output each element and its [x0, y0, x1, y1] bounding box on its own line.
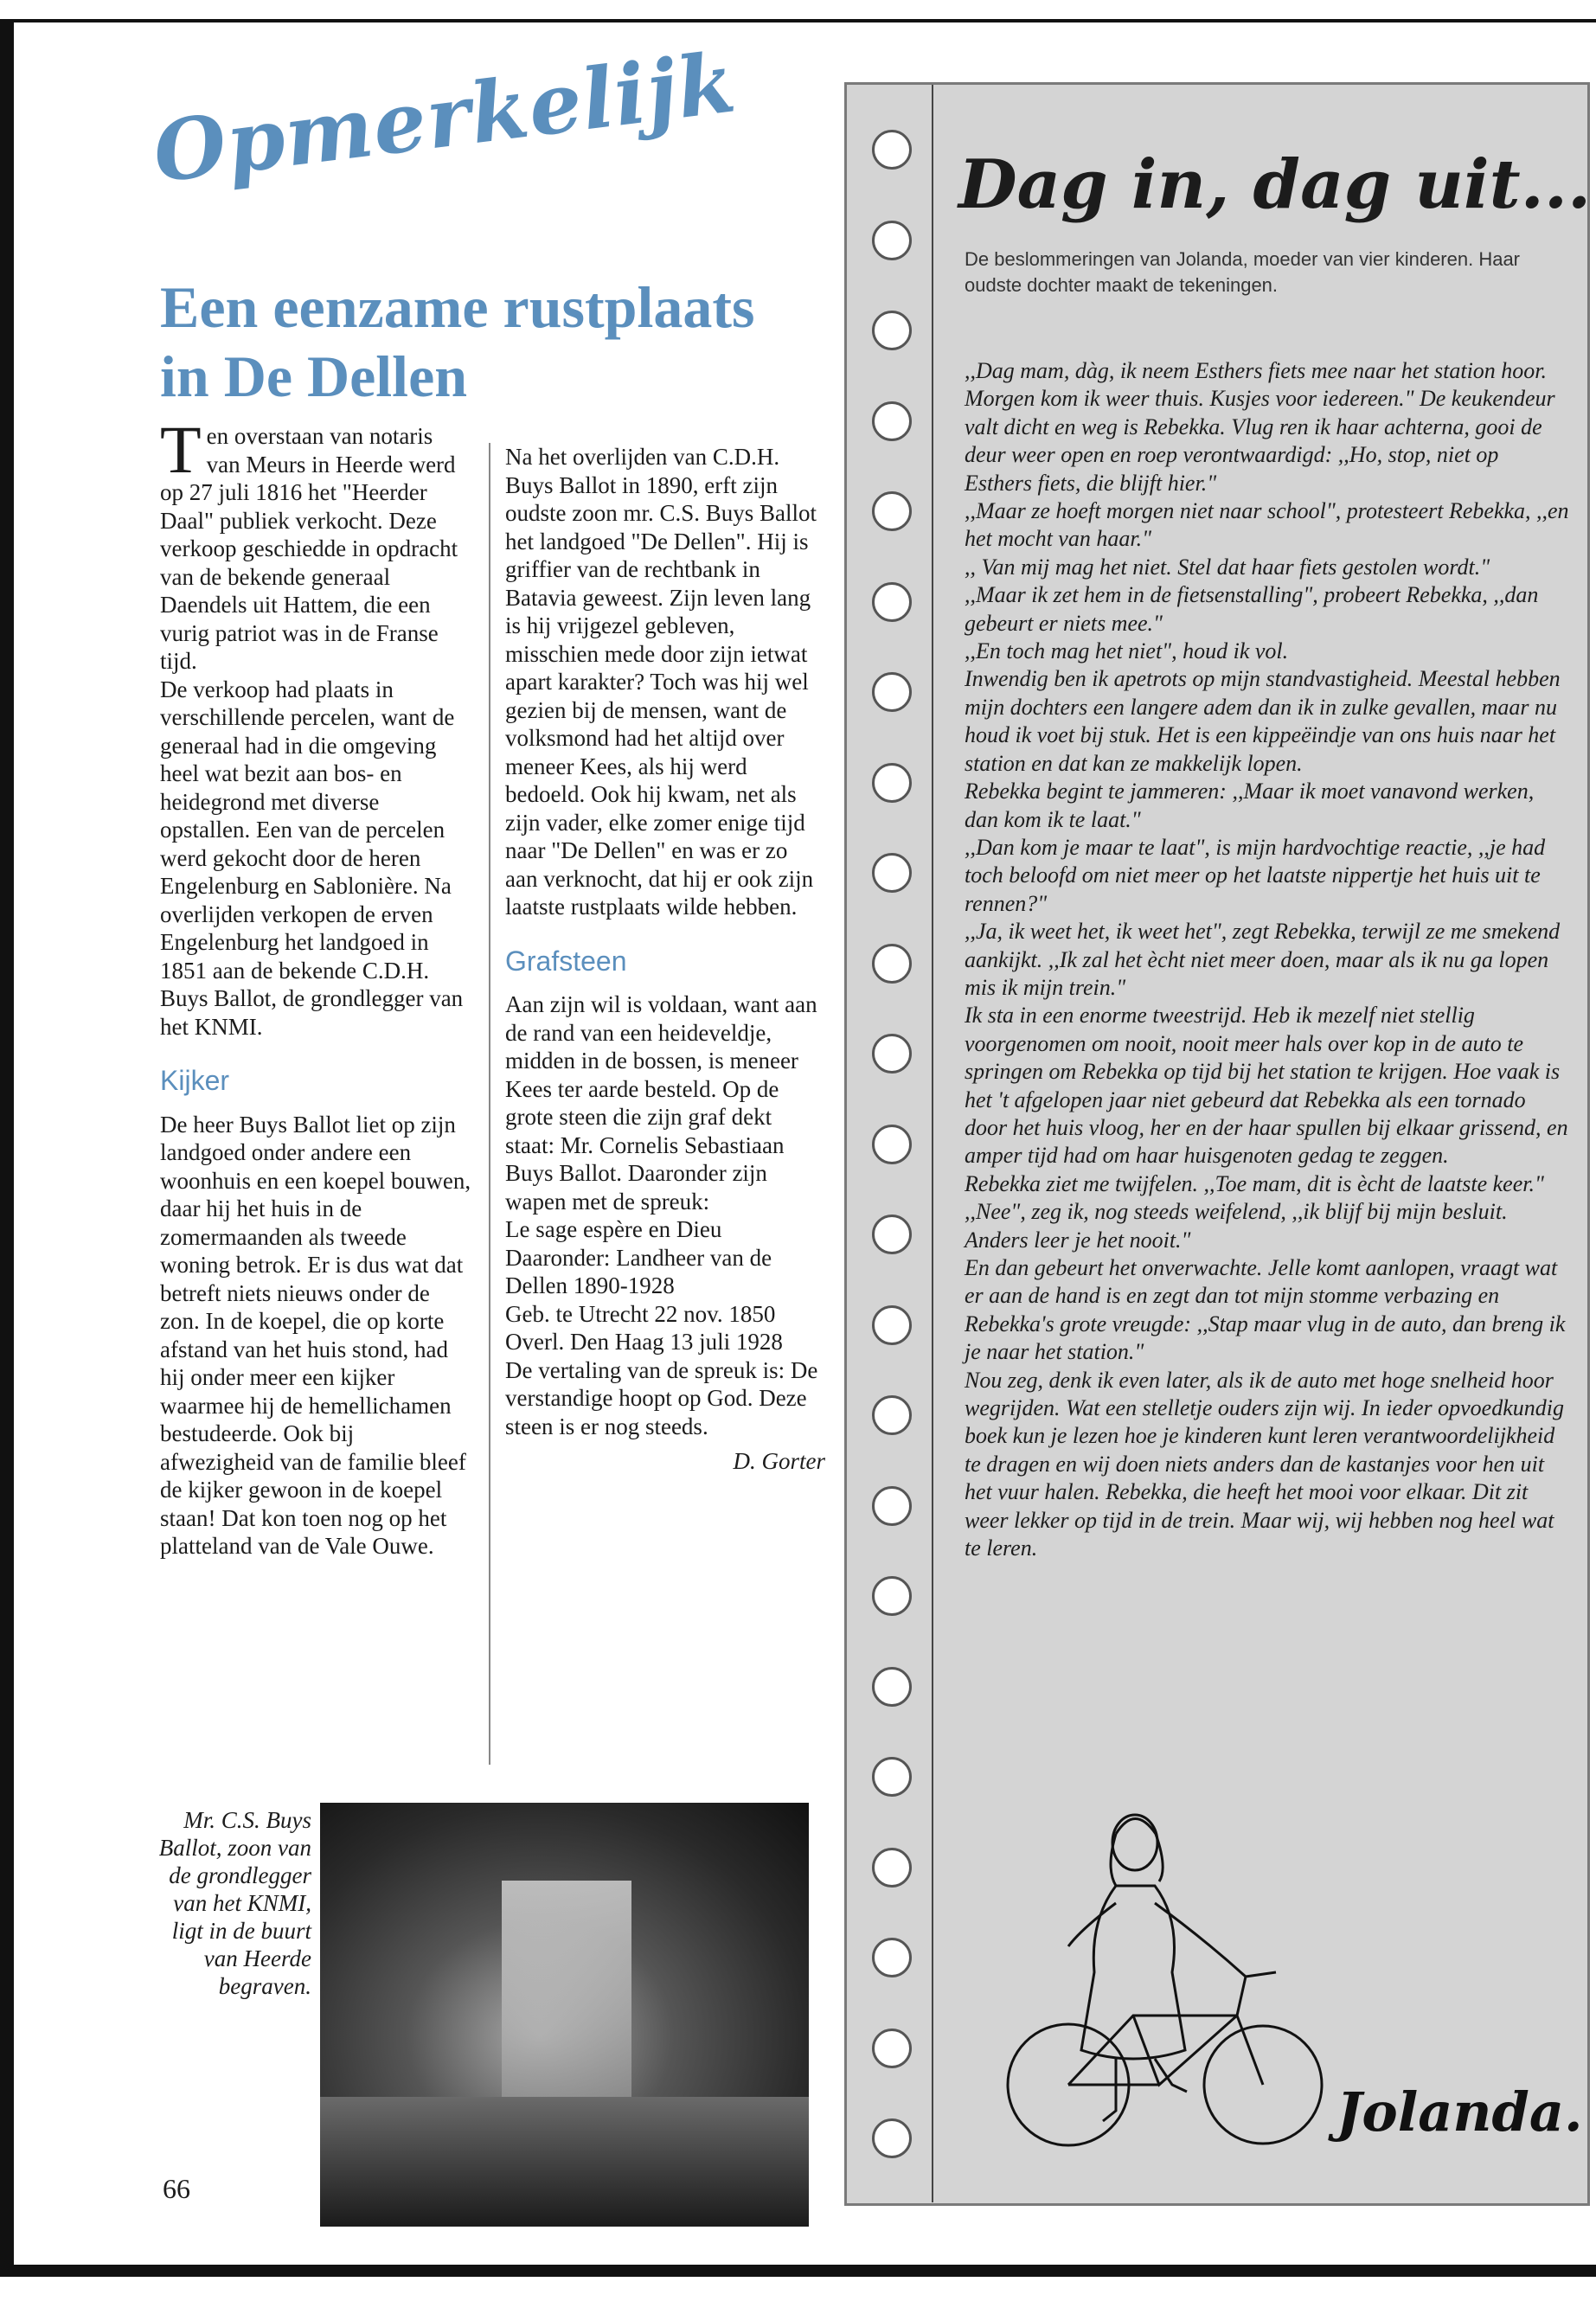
article-author: D. Gorter	[733, 1448, 825, 1474]
article-paragraph: Aan zijn wil is voldaan, want aan de rand van een heideveldje, midden in de bossen, is meneer Kees ter aarde besteld. Op de grote steen die zijn graf dekt staat: Mr. Cornelis Sebastiaan Buys Ballot. Daaronder zijn wapen met de spreuk:	[505, 991, 817, 1215]
story-paragraph: ,,En toch mag het niet", houd ik vol.	[965, 638, 1289, 664]
photo-foreground	[320, 2097, 809, 2227]
column-title: Dag in, dag uit...	[958, 145, 1592, 224]
story-paragraph: Inwendig ben ik apetrots op mijn standvastigheid. Meestal hebben mijn dochters een langere adem dan ik in zulke gevallen, maar nu houd ik voet bij stuk. Het is een kippeëindje van ons huis naar het station en dat kan ze makkelijk lopen.	[965, 666, 1561, 776]
story-paragraph: ,,Ja, ik weet het, ik weet het", zegt Rebekka, terwijl ze me smekend aankijkt. ,,Ik zal het ècht niet meer doen, maar als ik nu ga lopen mis ik mijn trein."	[965, 919, 1561, 1000]
drop-cap: T	[160, 412, 202, 487]
story-paragraph: ,,Maar ze hoeft morgen niet naar school", protesteert Rebekka, ,,en het mocht van haar."	[965, 498, 1569, 552]
article-paragraph: De vertaling van de spreuk is: De verstandige hoopt op God. Deze steen is er nog steeds.	[505, 1356, 818, 1439]
story-paragraph: ,,Dag mam, dàg, ik neem Esthers fiets mee naar het station hoor. Morgen kom ik weer thuis. Kusjes voor iedereen." De keukendeur valt dicht en weg is Rebekka. Vlug ren ik haar achterna, gooi de deur weer open en roep verontwaardigd: ,,Ho, stop, niet op Esthers fiets, die blijft hier."	[965, 358, 1555, 496]
binder-hole	[872, 1125, 912, 1164]
photo-light-area	[502, 1881, 631, 2106]
story-paragraph: ,,Maar ik zet hem in de fietsenstalling", probeert Rebekka, ,,dan gebeurt er niets mee."	[965, 582, 1539, 636]
article-paragraph: Ten overstaan van notaris van Meurs in Heerde werd op 27 juli 1816 het "Heerder Daal" publiek verkocht. Deze verkoop geschiedde in opdracht van de bekende generaal Daendels uit Hattem, die een vurig patriot was in de Franse tijd.	[160, 412, 458, 674]
grave-photo	[320, 1803, 809, 2227]
inscription-line: Daaronder: Landheer van de Dellen 1890-1928	[505, 1244, 772, 1298]
binder-hole	[872, 944, 912, 984]
binder-hole	[872, 2118, 912, 2158]
binder-hole	[872, 1486, 912, 1526]
column-rule	[489, 443, 490, 1765]
binder-holes	[872, 130, 924, 2197]
binder-hole	[872, 853, 912, 893]
girl-on-bicycle-drawing	[986, 1799, 1332, 2163]
binder-hole	[872, 1034, 912, 1074]
girl-legs	[1103, 2059, 1187, 2121]
article-paragraph: De verkoop had plaats in verschillende percelen, want de generaal had in die omgeving heel wat bezit aan bos- en heidegrond met diverse opstallen. Een van de percelen werd gekocht door de heren Engelenburg en Sablonière. Na overlijden verkopen de erven Engelenburg het landgoed in 1851 aan de bekende C.D.H. Buys Ballot, de grondlegger van het KNMI.	[160, 676, 464, 1040]
binder-hole	[872, 1215, 912, 1254]
page-border-left	[0, 19, 14, 2268]
inscription-line: Overl. Den Haag 13 juli 1928	[505, 1329, 783, 1355]
section-logo: Opmerkelijk	[148, 33, 741, 202]
story-paragraph: ,, Van mij mag het niet. Stel dat haar fiets gestolen wordt."	[965, 554, 1490, 580]
inscription-line: Geb. te Utrecht 22 nov. 1850	[505, 1300, 776, 1327]
article-paragraph: Na het overlijden van C.D.H. Buys Ballot in 1890, erft zijn oudste zoon mr. C.S. Buys Ballot het landgoed "De Dellen". Hij is griffier van de rechtbank in Batavia geweest. Zijn leven lang is hij vrijgezel gebleven, misschien mede door zijn ietwat apart karakter? Toch was hij wel gezien bij de mensen, want de volksmond had het altijd over meneer Kees, als hij werd bedoeld. Ook hij kwam, net als zijn vader, elke zomer enige tijd naar "De Dellen" en was er zo aan verknocht, dat hij er ook zijn laatste rustplaats wilde hebben.	[505, 444, 817, 920]
notebook-margin-line	[932, 85, 933, 2202]
girl-coat	[1081, 1886, 1185, 2059]
binder-hole	[872, 221, 912, 260]
subhead-grafsteen: Grafsteen	[505, 945, 627, 977]
binder-hole	[872, 491, 912, 531]
article-column-2	[505, 443, 825, 1476]
binder-hole	[872, 763, 912, 803]
binder-hole	[872, 672, 912, 712]
binder-hole	[872, 2029, 912, 2068]
page-number: 66	[163, 2173, 190, 2204]
story-paragraph: Rebekka begint te jammeren: ,,Maar ik moet vanavond werken, dan kom ik te laat."	[965, 779, 1535, 832]
binder-hole	[872, 1848, 912, 1888]
binder-hole	[872, 1938, 912, 1977]
story-paragraph: Ik sta in een enorme tweestrijd. Heb ik mezelf niet stellig voorgenomen om nooit, nooit meer hals over kop in de auto te springen om Rebekka op tijd bij het station te krijgen. Hoe vaak is het 't afgelopen jaar niet gebeurd dat Rebekka als een tornado door het huis vloog, her en der haar spullen bij elkaar grissend, en amper tijd had om haar huisgenoten gedag te zeggen.	[965, 1003, 1568, 1169]
binder-hole	[872, 401, 912, 441]
subhead-kijker: Kijker	[160, 1065, 230, 1096]
inscription-line: Le sage espère en Dieu	[505, 1216, 722, 1242]
story-paragraph: ,,Dan kom je maar te laat", is mijn hardvochtige reactie, ,,je had toch beloofd om niet meer op het laatste nippertje het huis uit te rennen?"	[965, 834, 1546, 916]
binder-hole	[872, 582, 912, 622]
girl-head	[1112, 1815, 1157, 1870]
binder-hole	[872, 1757, 912, 1797]
photo-caption: Mr. C.S. Buys Ballot, zoon van de grondlegger van het KNMI, ligt in de buurt van Heerde begraven.	[158, 1807, 311, 1999]
binder-hole	[872, 1305, 912, 1345]
binder-hole	[872, 1667, 912, 1707]
author-signature: Jolanda.	[1336, 2080, 1583, 2144]
story-paragraph: En dan gebeurt het onverwachte. Jelle komt aanlopen, vraagt wat er aan de hand is en zegt dan tot mijn stomme verbazing en Rebekka's grote vreugde: ,,Stap maar vlug in de auto, dan breng ik je naar het station."	[965, 1255, 1566, 1365]
page-border-bottom	[0, 2265, 1596, 2277]
story-paragraph: Rebekka ziet me twijfelen. ,,Toe mam, dit is ècht de laatste keer."	[965, 1170, 1544, 1196]
article-headline: Een eenzame rustplaats in De Dellen	[160, 274, 755, 409]
story-paragraph: Nou zeg, denk ik even later, als ik de auto met hoge snelheid hoor wegrijden. Wat een stelletje ouders zijn wij. In ieder opvoedkundig boek kun je lezen hoe je kinderen kunt leren verantwoordelijkheid te dragen en wij doen niets anders dan de kastanjes voor hen uit het vuur halen. Rebekka, die heeft het mooi voor elkaar. Dit zit weer lekker op tijd in de trein. Maar wij, wij hebben nog heel wat te leren.	[965, 1367, 1564, 1561]
story-paragraph: ,,Nee", zeg ik, nog steeds weifelend, ,,ik blijf bij mijn besluit. Anders leer je het nooit."	[965, 1199, 1508, 1253]
binder-hole	[872, 311, 912, 350]
page-border-top	[0, 19, 1596, 22]
binder-hole	[872, 1395, 912, 1435]
article-column-1	[160, 412, 471, 1561]
column-story	[965, 357, 1570, 1562]
column-intro: De beslommeringen van Jolanda, moeder van vier kinderen. Haar oudste dochter maakt de tekeningen.	[965, 248, 1521, 296]
binder-hole	[872, 130, 912, 170]
binder-hole	[872, 1576, 912, 1616]
article-paragraph: De heer Buys Ballot liet op zijn landgoed onder andere een woonhuis en een koepel bouwen, daar hij het huis in de zomermaanden als tweede woning betrok. Er is dus wat dat betreft niets nieuws onder de zon. In de koepel, die op korte afstand van het huis stond, had hij onder meer een kijker waarmee hij de hemellichamen bestudeerde. Ook bij afwezigheid van de familie bleef de kijker gewoon in de koepel staan! Dat kon toen nog op het platteland van de Vale Ouwe.	[160, 1111, 471, 1559]
